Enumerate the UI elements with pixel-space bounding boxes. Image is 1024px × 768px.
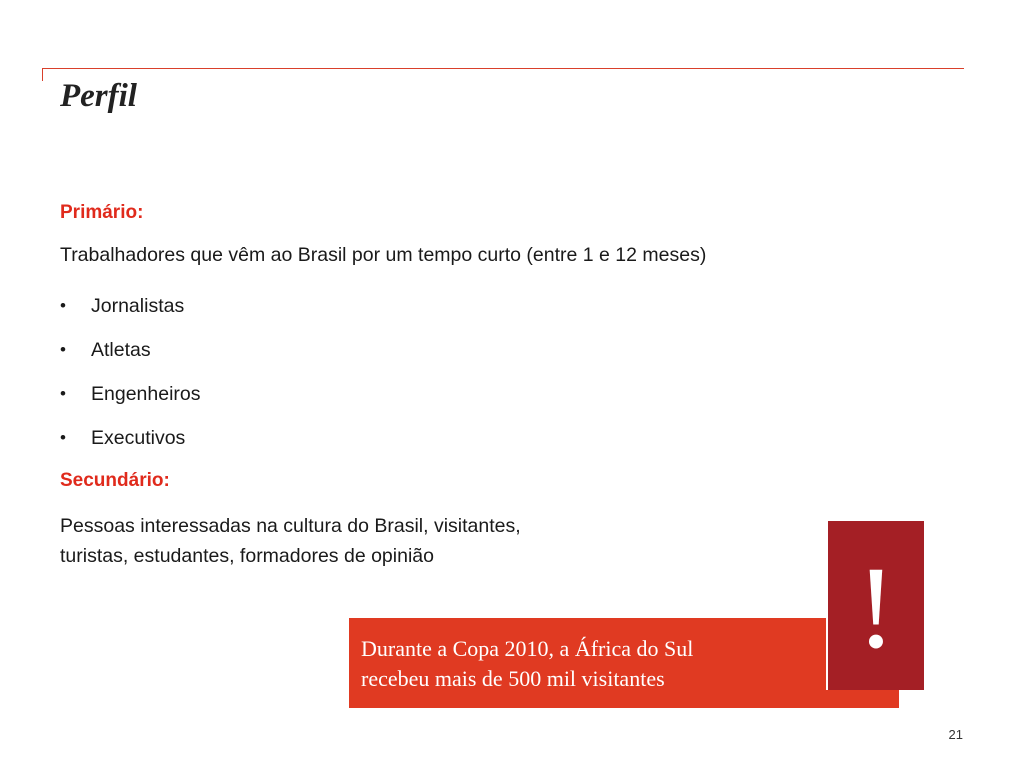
header-rule <box>42 68 964 69</box>
list-item-label: Executivos <box>91 426 186 449</box>
list-item-label: Engenheiros <box>91 382 201 405</box>
bullet-icon: • <box>60 296 66 315</box>
list-item-label: Jornalistas <box>91 294 185 317</box>
bullet-icon: • <box>60 428 66 447</box>
alert-badge <box>828 521 924 690</box>
list-item <box>60 416 201 460</box>
bullet-icon: • <box>60 340 66 359</box>
list-item <box>60 328 201 372</box>
exclamation-icon: ! <box>856 542 896 673</box>
header-rule-tick <box>42 68 43 81</box>
list-item <box>60 284 201 328</box>
page-number: 21 <box>948 727 963 742</box>
primary-heading: Primário: <box>60 202 144 223</box>
primary-description: Trabalhadores que vêm ao Brasil por um tempo curto (entre 1 e 12 meses) <box>60 244 707 266</box>
secondary-heading: Secundário: <box>60 470 170 491</box>
callout-text-line1: Durante a Copa 2010, a África do Sul <box>361 636 694 661</box>
slide-title: Perfil <box>60 78 137 114</box>
callout-text-line2: recebeu mais de 500 mil visitantes <box>361 666 665 691</box>
secondary-description-line1: Pessoas interessadas na cultura do Brasil, visitantes, <box>60 515 521 537</box>
secondary-description-line2: turistas, estudantes, formadores de opinião <box>60 545 434 567</box>
primary-bullet-list <box>60 284 201 460</box>
list-item-label: Atletas <box>91 338 151 361</box>
list-item <box>60 372 201 416</box>
callout-box <box>349 618 899 708</box>
bullet-icon: • <box>60 384 66 403</box>
